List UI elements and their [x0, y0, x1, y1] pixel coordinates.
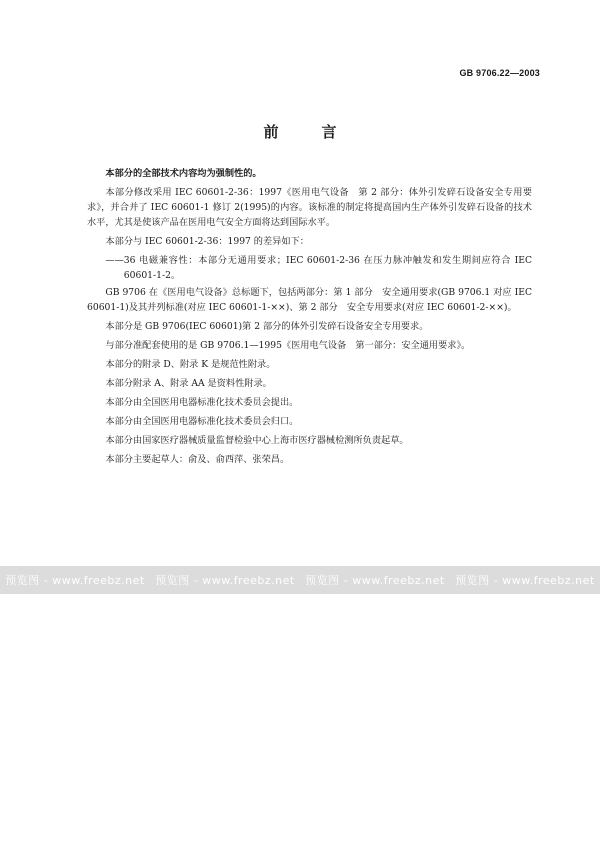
paragraph-managed-by: 本部分由全国医用电器标准化技术委员会归口。 — [105, 416, 299, 427]
foreword-body — [87, 166, 532, 471]
paragraph-drafted-by: 本部分由国家医疗器械质量监督检验中心上海市医疗器械检测所负责起草。 — [105, 435, 409, 446]
standard-code: GB 9706.22—2003 — [459, 68, 540, 78]
watermark-text: 预览图 - www.freebz.net — [455, 574, 595, 587]
difference-text: 36 电磁兼容性：本部分无通用要求；IEC 60601-2-36 在压力脉冲触发和发生期间应符合 IEC 60601-1-2。 — [123, 255, 532, 281]
paragraph-proposed-by: 本部分由全国医用电器标准化技术委员会提出。 — [105, 397, 299, 408]
watermark-text: 预览图 - www.freebz.net — [305, 574, 445, 587]
paragraph-scope: 本部分是 GB 9706(IEC 60601)第 2 部分的体外引发碎石设备安全专用要求。 — [105, 321, 429, 332]
page-title: 前 言 — [263, 123, 351, 141]
paragraph-companion-standard: 与部分准配套使用的是 GB 9706.1—1995《医用电气设备 第一部分：安全通用要求》。 — [105, 340, 471, 351]
watermark-text: 预览图 - www.freebz.net — [155, 574, 295, 587]
dash-marker: —— — [105, 255, 124, 266]
paragraph-normative-annex: 本部分的附录 D、附录 K 是规范性附录。 — [105, 359, 276, 370]
paragraph-adoption: 本部分修改采用 IEC 60601-2-36：1997《医用电气设备 第 2 部分：体外引发碎石设备安全专用要求》，并合并了 IEC 60601-1 修订 2(1995)的内容。该标准的制定将提高国内生产体外引发碎石设备的技术水平，尤其是使该产品在医用电气安全方面将达到国际水平。 — [87, 187, 532, 228]
paragraph-informative-annex: 本部分附录 A、附录 AA 是资料性附录。 — [105, 378, 272, 389]
watermark-text: 预览图 - www.freebz.net — [5, 574, 145, 587]
paragraph-structure: GB 9706 在《医用电气设备》总标题下，包括两部分：第 1 部分 安全通用要求(GB 9706.1 对应 IEC 60601-1)及其并列标准(对应 IEC 60601-1-××)、第 2 部分 安全专用要求(对应 IEC 60601-2-××)。 — [87, 287, 532, 313]
paragraph-mandatory-note: 本部分的全部技术内容均为强制性的。 — [105, 168, 262, 179]
paragraph-difference-item — [87, 253, 532, 283]
watermark-band — [0, 566, 600, 594]
paragraph-drafters: 本部分主要起草人：俞及、俞西萍、张荣昌。 — [105, 454, 290, 465]
paragraph-differences-intro: 本部分与 IEC 60601-2-36：1997 的差异如下： — [105, 236, 309, 247]
